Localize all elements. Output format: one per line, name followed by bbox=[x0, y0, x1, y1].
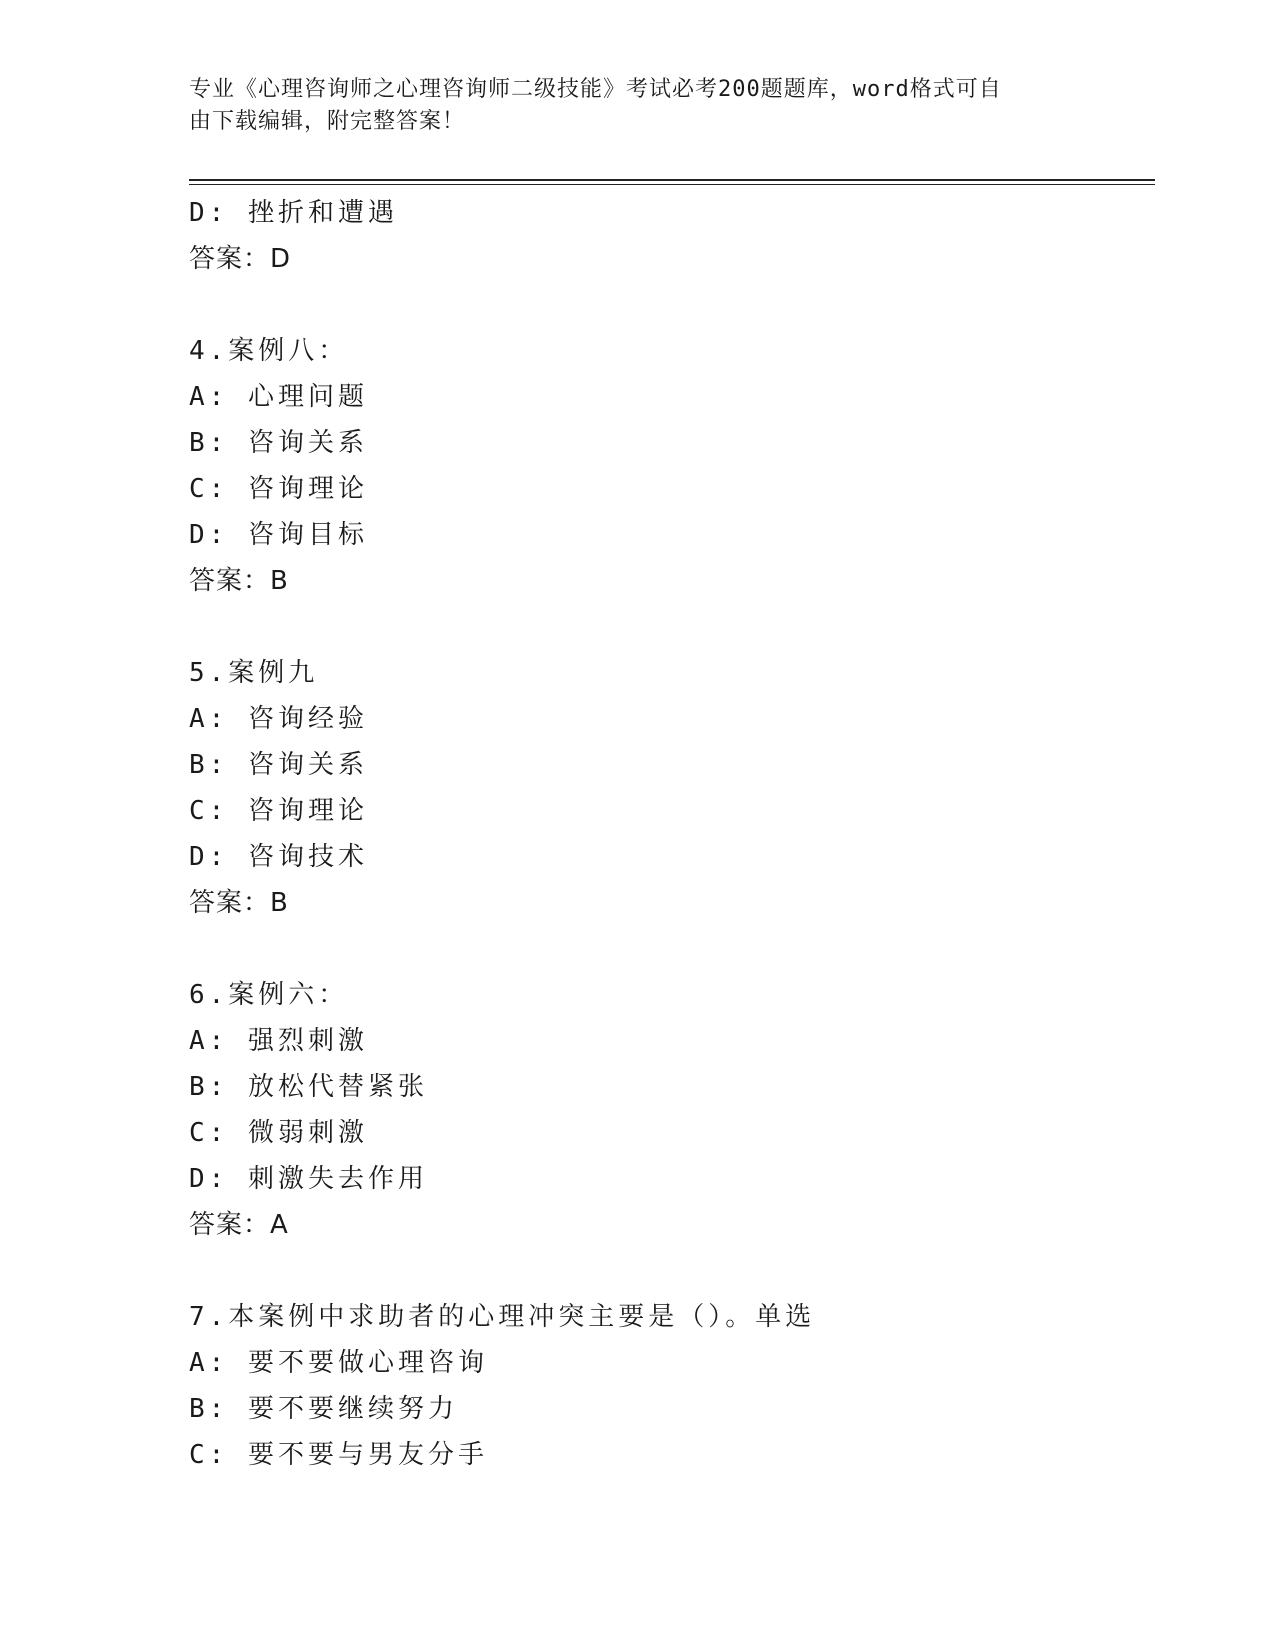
header-line-2: 由下载编辑，附完整答案！ bbox=[189, 109, 466, 134]
spacer bbox=[189, 1248, 1155, 1294]
question-5 bbox=[189, 650, 1155, 926]
option-d: D: 咨询目标 bbox=[189, 520, 368, 550]
answer-line: 答案：B bbox=[189, 888, 289, 918]
question-7 bbox=[189, 1294, 1155, 1478]
option-d: D: 刺激失去作用 bbox=[189, 1164, 428, 1194]
option-a: A: 强烈刺激 bbox=[189, 1026, 368, 1056]
header-divider-thin bbox=[189, 184, 1155, 185]
answer-line: 答案：D bbox=[189, 244, 292, 274]
option-b: B: 咨询关系 bbox=[189, 750, 368, 780]
spacer bbox=[189, 282, 1155, 328]
option-c: C: 咨询理论 bbox=[189, 796, 368, 826]
option-d: D: 咨询技术 bbox=[189, 842, 368, 872]
document-body bbox=[189, 190, 1155, 1478]
spacer bbox=[189, 604, 1155, 650]
header-line-1: 专业《心理咨询师之心理咨询师二级技能》考试必考200题题库，word格式可自 bbox=[189, 77, 1002, 102]
question-stem: 5.案例九 bbox=[189, 658, 319, 688]
spacer bbox=[189, 926, 1155, 972]
question-stem: 7.本案例中求助者的心理冲突主要是（）。单选 bbox=[189, 1302, 816, 1332]
question-stem: 6.案例六： bbox=[189, 980, 349, 1010]
option-a: A: 心理问题 bbox=[189, 382, 368, 412]
question-stem: 4.案例八： bbox=[189, 336, 349, 366]
option-b: B: 放松代替紧张 bbox=[189, 1072, 428, 1102]
option-a: A: 咨询经验 bbox=[189, 704, 368, 734]
header-divider-thick bbox=[189, 179, 1155, 181]
document-header bbox=[189, 74, 1089, 138]
question-6 bbox=[189, 972, 1155, 1248]
option-d: D: 挫折和遭遇 bbox=[189, 198, 398, 228]
option-a: A: 要不要做心理咨询 bbox=[189, 1348, 488, 1378]
answer-line: 答案：A bbox=[189, 1210, 289, 1240]
option-b: B: 要不要继续努力 bbox=[189, 1394, 458, 1424]
option-c: C: 咨询理论 bbox=[189, 474, 368, 504]
answer-line: 答案：B bbox=[189, 566, 289, 596]
question-partial bbox=[189, 190, 1155, 282]
option-c: C: 要不要与男友分手 bbox=[189, 1440, 488, 1470]
option-b: B: 咨询关系 bbox=[189, 428, 368, 458]
option-c: C: 微弱刺激 bbox=[189, 1118, 368, 1148]
question-4 bbox=[189, 328, 1155, 604]
